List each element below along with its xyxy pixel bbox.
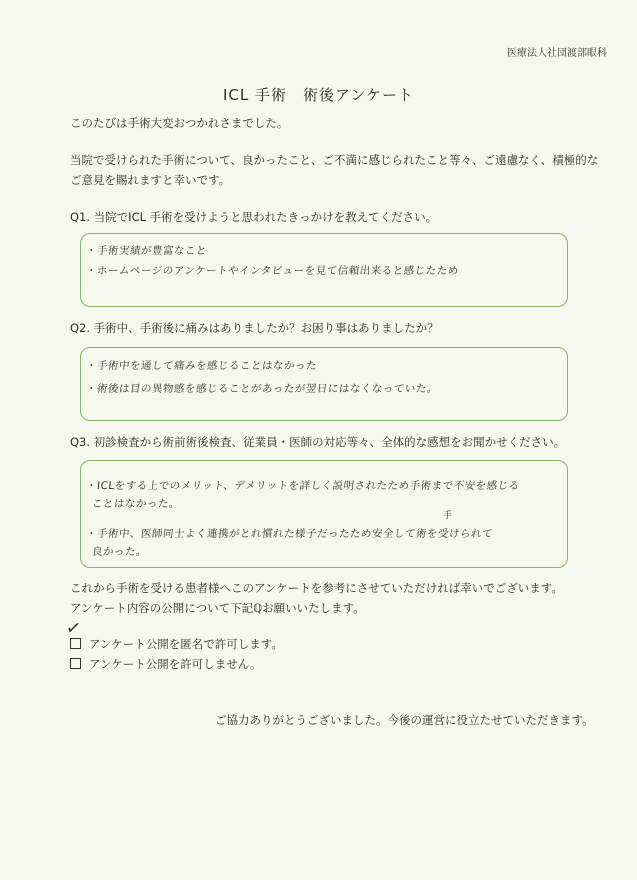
request-text-line1: 当院で受けられた手術について、良かったこと、ご不満に感じられたこと等々、ご遠慮なく、積極的な xyxy=(70,153,599,167)
checkbox-icon[interactable] xyxy=(70,638,81,649)
organization-name: 医療法人社団渡部眼科 xyxy=(507,48,607,59)
closing-line1: これから手術を受ける患者様へこのアンケートを参考にさせていただければ幸いでございます。 xyxy=(70,581,563,595)
question-2-answer-line: ・手術中を通して痛みを感じることはなかった xyxy=(85,360,318,372)
option-allow-anonymous[interactable] xyxy=(70,636,283,652)
checkbox-icon[interactable] xyxy=(70,658,81,669)
option-decline[interactable] xyxy=(70,656,262,672)
question-2-answer-line: ・術後は目の異物感を感じることがあったが翌日にはなくなっていた。 xyxy=(85,383,439,395)
question-2-label: Q2. 手術中、手術後に痛みはありましたか？お困り事はありましたか？ xyxy=(70,321,439,335)
question-3-answer-line: 良かった。 xyxy=(91,546,148,558)
question-1-label: Q1. 当院でICL 手術を受けようと思われたきっかけを教えてください。 xyxy=(70,210,438,224)
page-title: ICL 手術 術後アンケート xyxy=(222,86,415,104)
question-1-answer-line: ・ホームページのアンケートやインタビューを見て信頼出来ると感じたため xyxy=(85,265,460,277)
question-3-answer-line: ・手術中、医師同士よく連携がとれ慣れた様子だったため安全して術を受けられて xyxy=(85,528,494,540)
question-3-answer-line: ・ICLをする上でのメリット、デメリットを詳しく説明されたため手術まで不安を感じる xyxy=(85,480,521,492)
option-label: アンケート公開を許可しません。 xyxy=(89,657,262,671)
question-3-answer-line: ことはなかった。 xyxy=(91,498,181,510)
handwritten-insertion-mark: 手 xyxy=(443,511,453,521)
question-3-answer-box xyxy=(80,460,568,568)
closing-line2: アンケート内容の公開について下記ℚお願いいたします。 xyxy=(70,601,365,615)
option-label: アンケート公開を匿名で許可します。 xyxy=(89,637,283,651)
question-1-answer-line: ・手術実績が豊富なこと xyxy=(85,245,208,257)
greeting-text: このたびは手術大変おつかれさまでした。 xyxy=(70,116,289,130)
handwritten-check-mark-icon: ✓ xyxy=(64,617,83,640)
request-text-line2: ご意見を賜れますと幸いです。 xyxy=(70,173,231,187)
question-3-label: Q3. 初診検査から術前術後検査、従業員・医師の対応等々、全体的な感想をお聞かせください。 xyxy=(70,435,566,449)
thanks-text: ご協力ありがとうございました。今後の運営に役立たせていただきます。 xyxy=(215,713,594,727)
